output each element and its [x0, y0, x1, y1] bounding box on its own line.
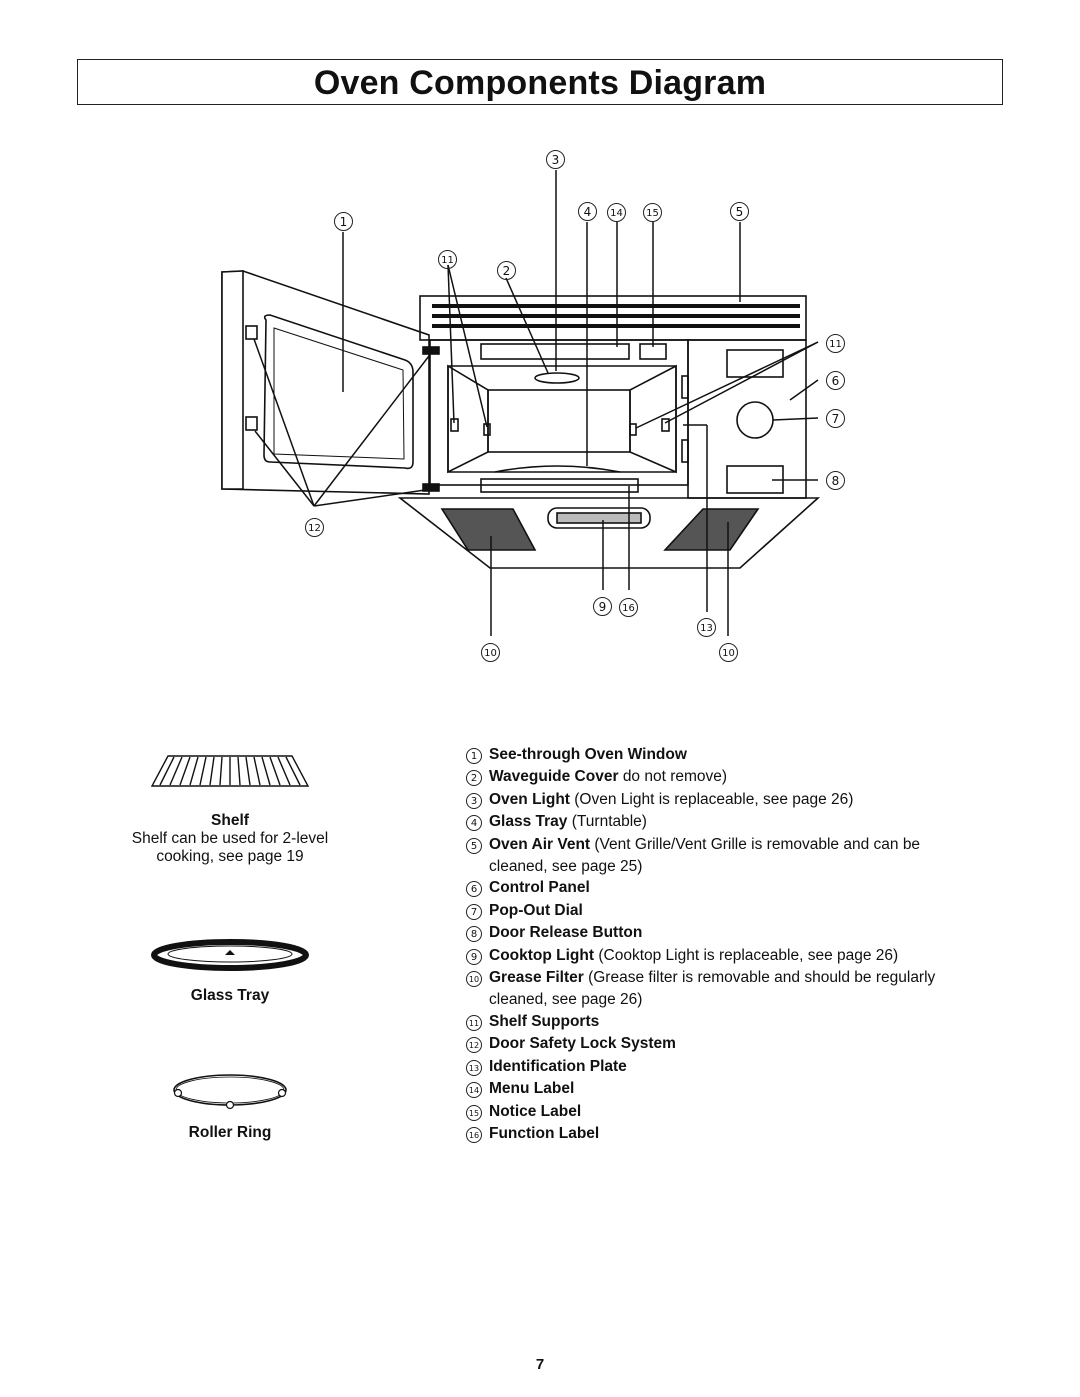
legend-item: 4 Glass Tray (Turntable) [466, 811, 1036, 833]
callout-16: 16 [619, 596, 642, 617]
legend-item: 12 Door Safety Lock System [466, 1033, 1036, 1055]
legend-continuation: cleaned, see page 25) [489, 858, 643, 876]
glass-tray-illustration [150, 938, 310, 974]
legend-item: 13 Identification Plate [466, 1056, 1036, 1078]
glass-tray-name: Glass Tray [190, 987, 270, 1004]
callout-4: 4 [578, 201, 601, 221]
callout-10-left: 10 [481, 641, 504, 662]
legend-item: 16 Function Label [466, 1123, 1036, 1145]
callout-12: 12 [305, 516, 328, 537]
shelf-caption [60, 812, 400, 866]
callout-10-right: 10 [719, 641, 742, 662]
legend-item: 8 Door Release Button [466, 922, 1036, 944]
shelf-name: Shelf [211, 812, 249, 829]
callout-11-left: 11 [438, 248, 461, 269]
glass-tray-caption [130, 987, 330, 1005]
legend-item: 10 Grease Filter (Grease filter is removable and should be regularly [466, 967, 1036, 989]
callout-13: 13 [697, 616, 720, 637]
callout-8: 8 [826, 470, 849, 490]
shelf-desc: Shelf can be used for 2-level cooking, see page 19 [131, 830, 329, 865]
oven-drawing [0, 130, 1080, 690]
legend-item: 5 Oven Air Vent (Vent Grille/Vent Grille is removable and can be [466, 834, 1036, 856]
page-number: 7 [535, 1356, 545, 1373]
callout-1: 1 [334, 211, 357, 231]
callout-3: 3 [546, 149, 569, 169]
title-box [77, 59, 1003, 105]
legend-item: 9 Cooktop Light (Cooktop Light is replaceable, see page 26) [466, 945, 1036, 967]
callout-7: 7 [826, 408, 849, 428]
roller-ring-name: Roller Ring [188, 1124, 272, 1141]
roller-ring-caption [130, 1124, 330, 1142]
callout-5: 5 [730, 201, 753, 221]
legend-item: 7 Pop-Out Dial [466, 900, 1036, 922]
page-title: Oven Components Diagram [313, 64, 767, 102]
legend-item: 14 Menu Label [466, 1078, 1036, 1100]
callout-6: 6 [826, 370, 849, 390]
legend-item: 6 Control Panel [466, 877, 1036, 899]
components-legend [466, 744, 1036, 1145]
legend-continuation: cleaned, see page 26) [489, 991, 643, 1009]
callout-15: 15 [643, 201, 666, 222]
legend-item: 2 Waveguide Cover do not remove) [466, 766, 1036, 788]
legend-item: 3 Oven Light (Oven Light is replaceable, see page 26) [466, 789, 1036, 811]
callout-14: 14 [607, 201, 630, 222]
legend-item: 11 Shelf Supports [466, 1011, 1036, 1033]
roller-ring-illustration [168, 1070, 292, 1114]
callout-9: 9 [593, 596, 616, 616]
shelf-illustration [150, 754, 310, 788]
callout-11-right: 11 [826, 332, 849, 353]
legend-item: 15 Notice Label [466, 1101, 1036, 1123]
callout-2: 2 [497, 260, 520, 280]
legend-item: 1 See-through Oven Window [466, 744, 1036, 766]
